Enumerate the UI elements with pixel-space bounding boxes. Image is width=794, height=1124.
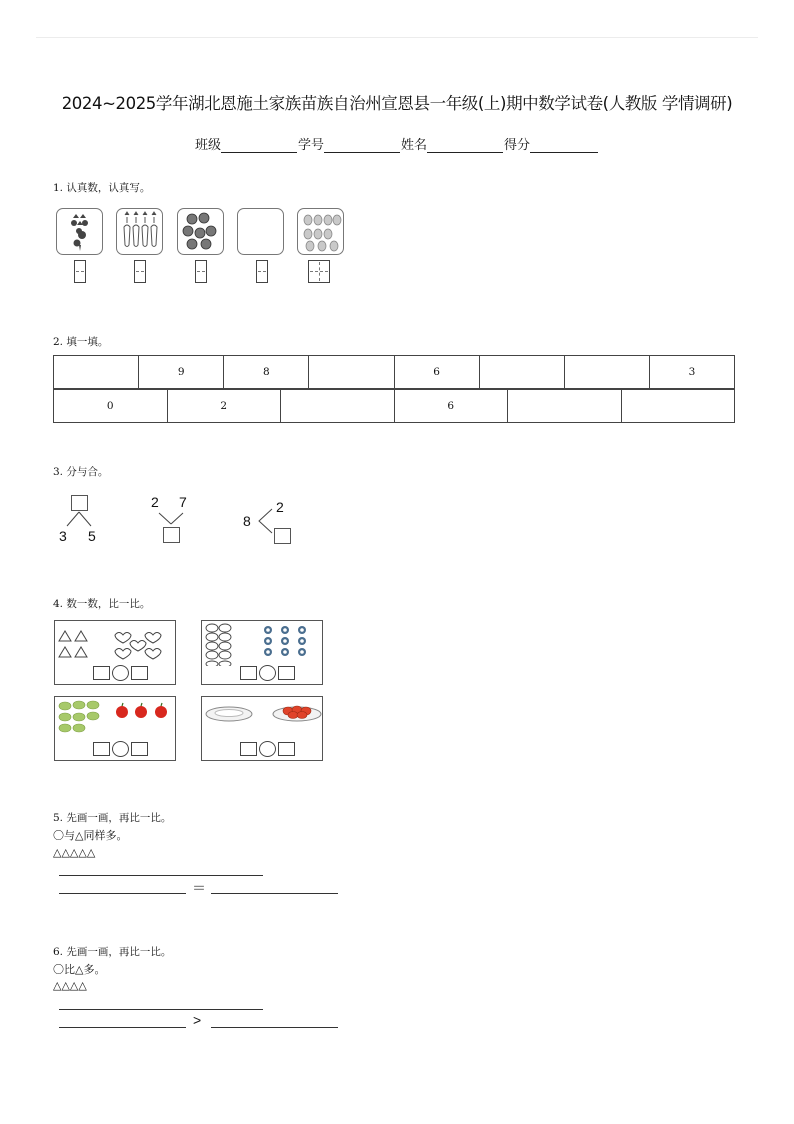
seq1-cell: 9 xyxy=(139,356,224,389)
seq1-cell[interactable] xyxy=(54,356,139,389)
compare-panel-plates xyxy=(201,696,323,761)
q5-answer-right[interactable] xyxy=(211,893,338,894)
heart-icon xyxy=(145,633,161,644)
seq2-cell[interactable] xyxy=(621,390,735,423)
seq1-cell: 8 xyxy=(224,356,309,389)
count-card-apples xyxy=(177,208,224,255)
seq1-cell: 6 xyxy=(394,356,479,389)
triangle-icon xyxy=(75,631,87,641)
whole-c: 8 xyxy=(243,513,251,529)
class-blank[interactable] xyxy=(221,138,297,153)
carrot-icon xyxy=(117,209,162,254)
answer-box-3[interactable] xyxy=(195,260,207,283)
heart-icon xyxy=(115,649,131,660)
seq2-cell: 2 xyxy=(167,390,281,423)
q5-answer-left[interactable] xyxy=(59,893,186,894)
answer-box-1[interactable] xyxy=(74,260,86,283)
part-b-left: 2 xyxy=(151,494,159,510)
triangle-icon xyxy=(59,647,71,657)
count-card-pears xyxy=(297,208,344,255)
seq1-cell[interactable] xyxy=(309,356,394,389)
count-card-radish xyxy=(56,208,103,255)
count-card-empty xyxy=(237,208,284,255)
q5-relation-sign: ＝ xyxy=(192,880,206,896)
compare-panel-triangles-hearts xyxy=(54,620,176,685)
part-c-known: 2 xyxy=(276,499,284,515)
page-title: 2024~2025学年湖北恩施土家族苗族自治州宣恩县一年级(上)期中数学试卷(人教版 学情调研) xyxy=(61,94,733,113)
compare-boxes[interactable] xyxy=(93,741,148,757)
question-4-prompt: 4. 数一数，比一比。 xyxy=(53,598,151,610)
class-label: 班级 xyxy=(194,138,221,153)
compare-boxes[interactable] xyxy=(240,665,295,681)
student-no-label: 学号 xyxy=(297,138,324,153)
number-sequence-row-1 xyxy=(53,355,735,389)
seq2-cell: 6 xyxy=(394,390,508,423)
number-sequence-row-2 xyxy=(53,389,735,423)
q5-draw-line[interactable] xyxy=(59,875,263,876)
merge-lines-b xyxy=(157,512,185,526)
question-6-triangles: △△△△ xyxy=(53,979,87,992)
triangle-icon xyxy=(75,647,87,657)
heart-icon xyxy=(130,641,146,652)
answer-box-5[interactable] xyxy=(308,260,330,283)
compare-panel-pears-apples xyxy=(54,696,176,761)
q6-draw-line[interactable] xyxy=(59,1009,263,1010)
apple-icon xyxy=(178,209,223,254)
seq2-cell[interactable] xyxy=(508,390,622,423)
score-blank[interactable] xyxy=(530,138,598,153)
compose-box-c[interactable] xyxy=(274,528,291,544)
seq1-cell[interactable] xyxy=(479,356,564,389)
seq2-cell[interactable] xyxy=(281,390,395,423)
question-6-condition: 〇比△多。 xyxy=(53,963,106,976)
question-5-condition: 〇与△同样多。 xyxy=(53,829,128,842)
question-2-prompt: 2. 填一填。 xyxy=(53,336,109,348)
student-info-line xyxy=(0,134,794,153)
heart-icon xyxy=(115,633,131,644)
score-label: 得分 xyxy=(504,138,531,153)
q6-answer-right[interactable] xyxy=(211,1027,338,1028)
count-card-carrots xyxy=(116,208,163,255)
question-3-prompt: 3. 分与合。 xyxy=(53,466,109,478)
answer-box-4[interactable] xyxy=(256,260,268,283)
compose-box-b[interactable] xyxy=(163,527,180,543)
part-a-right: 5 xyxy=(88,528,96,544)
compare-panel-faces-gears xyxy=(201,620,323,685)
compare-boxes[interactable] xyxy=(240,741,295,757)
name-blank[interactable] xyxy=(427,138,503,153)
compare-boxes[interactable] xyxy=(93,665,148,681)
split-lines-a xyxy=(62,511,96,527)
split-lines-c xyxy=(256,507,274,535)
question-5-triangles: △△△△△ xyxy=(53,846,96,859)
seq1-cell[interactable] xyxy=(564,356,649,389)
radish-icon xyxy=(57,209,102,254)
compose-box-a[interactable] xyxy=(71,495,88,511)
student-no-blank[interactable] xyxy=(324,138,400,153)
answer-box-2[interactable] xyxy=(134,260,146,283)
q6-relation-sign: > xyxy=(193,1012,202,1028)
seq1-cell: 3 xyxy=(649,356,734,389)
part-b-right: 7 xyxy=(179,494,187,510)
heart-icon xyxy=(145,649,161,660)
q6-answer-left[interactable] xyxy=(59,1027,186,1028)
question-6-prompt: 6. 先画一画，再比一比。 xyxy=(53,946,172,958)
seq2-cell: 0 xyxy=(54,390,168,423)
question-5-prompt: 5. 先画一画，再比一比。 xyxy=(53,812,172,824)
triangle-icon xyxy=(59,631,71,641)
pear-icon xyxy=(298,209,343,254)
part-a-left: 3 xyxy=(59,528,67,544)
question-1-prompt: 1. 认真数，认真写。 xyxy=(53,182,151,194)
name-label: 姓名 xyxy=(401,138,428,153)
header-rule xyxy=(36,37,758,38)
